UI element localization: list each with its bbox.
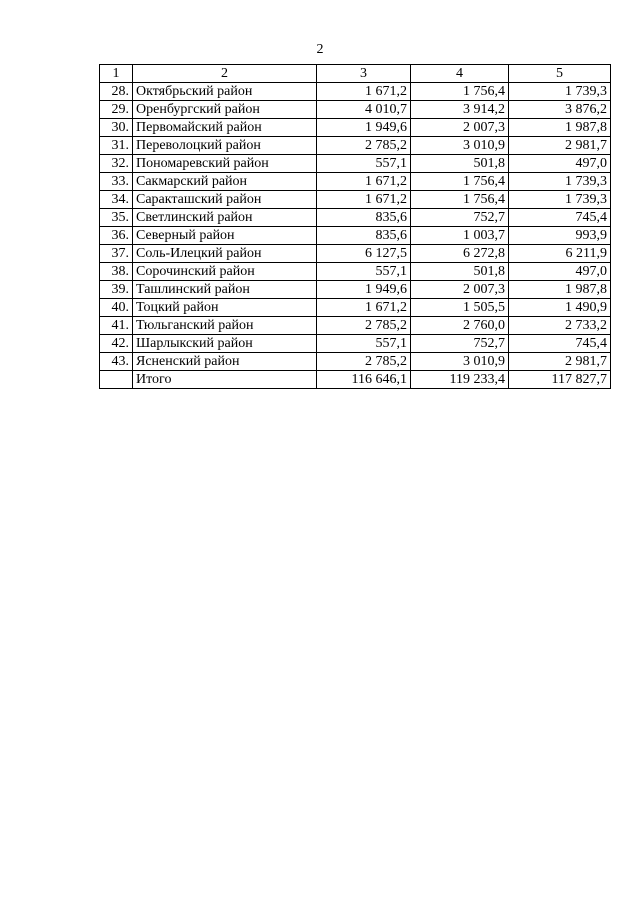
row-number: 36. [100, 227, 133, 245]
value-col-5: 2 733,2 [509, 317, 611, 335]
value-col-3: 557,1 [317, 155, 411, 173]
table-row [100, 227, 611, 245]
value-col-5: 1 739,3 [509, 83, 611, 101]
value-col-3: 116 646,1 [317, 371, 411, 389]
district-name: Светлинский район [133, 209, 317, 227]
value-col-4: 3 010,9 [411, 353, 509, 371]
district-name: Сакмарский район [133, 173, 317, 191]
value-col-4: 1 003,7 [411, 227, 509, 245]
table-row [100, 155, 611, 173]
value-col-3: 2 785,2 [317, 317, 411, 335]
district-name: Пономаревский район [133, 155, 317, 173]
value-col-4: 2 760,0 [411, 317, 509, 335]
value-col-3: 1 949,6 [317, 281, 411, 299]
table-row [100, 263, 611, 281]
value-col-4: 1 756,4 [411, 191, 509, 209]
value-col-4: 1 756,4 [411, 173, 509, 191]
header-cell: 2 [133, 65, 317, 83]
table-row [100, 245, 611, 263]
header-cell: 4 [411, 65, 509, 83]
value-col-5: 1 490,9 [509, 299, 611, 317]
value-col-3: 1 671,2 [317, 299, 411, 317]
value-col-3: 1 671,2 [317, 191, 411, 209]
value-col-4: 752,7 [411, 209, 509, 227]
row-number: 32. [100, 155, 133, 173]
value-col-5: 497,0 [509, 155, 611, 173]
value-col-4: 1 505,5 [411, 299, 509, 317]
table-row [100, 299, 611, 317]
row-number: 40. [100, 299, 133, 317]
table-row [100, 191, 611, 209]
row-number: 30. [100, 119, 133, 137]
row-number: 39. [100, 281, 133, 299]
district-name: Сорочинский район [133, 263, 317, 281]
value-col-5: 745,4 [509, 209, 611, 227]
row-number: 37. [100, 245, 133, 263]
value-col-4: 119 233,4 [411, 371, 509, 389]
value-col-5: 1 987,8 [509, 119, 611, 137]
row-number: 29. [100, 101, 133, 119]
value-col-5: 2 981,7 [509, 137, 611, 155]
table-row [100, 83, 611, 101]
value-col-5: 1 739,3 [509, 173, 611, 191]
row-number: 41. [100, 317, 133, 335]
row-number: 35. [100, 209, 133, 227]
table-row [100, 281, 611, 299]
district-name: Шарлыкский район [133, 335, 317, 353]
table-body [100, 65, 611, 389]
table-row [100, 335, 611, 353]
district-name: Октябрьский район [133, 83, 317, 101]
table-row [100, 137, 611, 155]
value-col-4: 2 007,3 [411, 281, 509, 299]
table-row [100, 209, 611, 227]
row-number: 34. [100, 191, 133, 209]
value-col-4: 3 010,9 [411, 137, 509, 155]
district-name: Тюльганский район [133, 317, 317, 335]
row-number [100, 371, 133, 389]
value-col-3: 4 010,7 [317, 101, 411, 119]
row-number: 42. [100, 335, 133, 353]
district-name: Оренбургский район [133, 101, 317, 119]
district-name: Первомайский район [133, 119, 317, 137]
value-col-3: 835,6 [317, 227, 411, 245]
value-col-4: 501,8 [411, 155, 509, 173]
value-col-4: 1 756,4 [411, 83, 509, 101]
district-name: Тоцкий район [133, 299, 317, 317]
value-col-5: 6 211,9 [509, 245, 611, 263]
table-row [100, 173, 611, 191]
value-col-4: 2 007,3 [411, 119, 509, 137]
district-name: Ташлинский район [133, 281, 317, 299]
table-header-row [100, 65, 611, 83]
page-number: 2 [316, 42, 324, 57]
value-col-5: 1 987,8 [509, 281, 611, 299]
value-col-3: 2 785,2 [317, 353, 411, 371]
value-col-4: 752,7 [411, 335, 509, 353]
value-col-5: 117 827,7 [509, 371, 611, 389]
value-col-3: 2 785,2 [317, 137, 411, 155]
value-col-3: 557,1 [317, 263, 411, 281]
district-name: Итого [133, 371, 317, 389]
value-col-3: 835,6 [317, 209, 411, 227]
value-col-4: 6 272,8 [411, 245, 509, 263]
row-number: 38. [100, 263, 133, 281]
value-col-5: 1 739,3 [509, 191, 611, 209]
table-row [100, 119, 611, 137]
table-row [100, 353, 611, 371]
value-col-5: 2 981,7 [509, 353, 611, 371]
value-col-5: 3 876,2 [509, 101, 611, 119]
district-name: Ясненский район [133, 353, 317, 371]
value-col-3: 1 949,6 [317, 119, 411, 137]
row-number: 28. [100, 83, 133, 101]
value-col-5: 745,4 [509, 335, 611, 353]
row-number: 31. [100, 137, 133, 155]
table-row [100, 317, 611, 335]
value-col-3: 1 671,2 [317, 83, 411, 101]
header-cell: 5 [509, 65, 611, 83]
value-col-5: 497,0 [509, 263, 611, 281]
district-name: Соль-Илецкий район [133, 245, 317, 263]
district-name: Северный район [133, 227, 317, 245]
row-number: 43. [100, 353, 133, 371]
row-number: 33. [100, 173, 133, 191]
value-col-4: 501,8 [411, 263, 509, 281]
header-cell: 3 [317, 65, 411, 83]
district-name: Переволоцкий район [133, 137, 317, 155]
table-row [100, 101, 611, 119]
district-name: Саракташский район [133, 191, 317, 209]
value-col-4: 3 914,2 [411, 101, 509, 119]
value-col-5: 993,9 [509, 227, 611, 245]
total-row [100, 371, 611, 389]
header-cell: 1 [100, 65, 133, 83]
value-col-3: 557,1 [317, 335, 411, 353]
budget-table [99, 64, 611, 389]
value-col-3: 6 127,5 [317, 245, 411, 263]
value-col-3: 1 671,2 [317, 173, 411, 191]
